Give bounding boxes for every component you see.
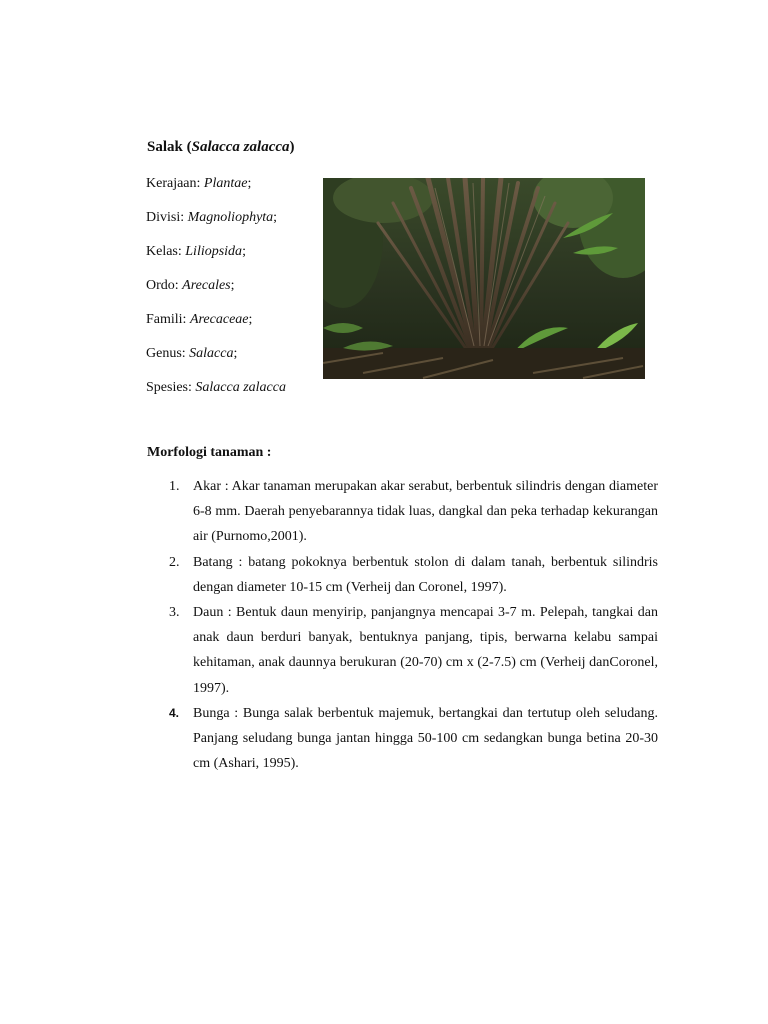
morphology-text: Batang : batang pokoknya berbentuk stolon di dalam tanah, berbentuk silindris dengan diameter 10-15 cm (Verheij dan Coronel, 1997).	[193, 554, 658, 595]
taxonomy-suffix: ;	[230, 278, 235, 293]
taxonomy-value: Liliopsida	[185, 244, 243, 259]
taxonomy-value: Arecaceae	[189, 312, 249, 327]
morphology-text: Daun : Bentuk daun menyirip, panjangnya mencapai 3-7 m. Pelepah, tangkai dan anak daun berduri banyak, bentuknya panjang, tipis, berwarna kelabu sampai kehitaman, anak daunnya berukuran (20-70) cm x (2-7.5) cm (Verheij danCoronel, 1997).	[193, 605, 658, 696]
morphology-item-leaf	[147, 600, 658, 701]
title-suffix: )	[289, 139, 295, 155]
taxonomy-value: Magnoliophyta	[187, 210, 274, 225]
taxonomy-suffix: ;	[273, 210, 278, 225]
morphology-text: Bunga : Bunga salak berbentuk majemuk, bertangkai dan tertutup oleh seludang. Panjang seludang bunga jantan hingga 50-100 cm sedangkan bunga betina 20-30 cm (Ashari, 1995).	[193, 705, 658, 772]
taxonomy-row-class	[146, 242, 286, 276]
taxonomy-suffix: ;	[247, 176, 252, 191]
title-scientific-name: Salacca zalacca	[191, 139, 290, 155]
taxonomy-suffix: ;	[233, 346, 238, 361]
salak-plant-photo	[323, 178, 645, 379]
taxonomy-row-division	[146, 208, 286, 242]
morphology-heading: Morfologi tanaman :	[147, 445, 272, 460]
taxonomy-row-species	[146, 378, 286, 412]
taxonomy-label: Spesies:	[146, 380, 196, 395]
taxonomy-row-family	[146, 310, 286, 344]
taxonomy-suffix: ;	[242, 244, 246, 259]
list-number: 4.	[169, 705, 180, 720]
taxonomy-value: Arecales	[182, 278, 231, 293]
morphology-item-flower	[147, 701, 658, 777]
taxonomy-label: Famili:	[146, 312, 190, 327]
taxonomy-suffix: ;	[248, 312, 253, 327]
list-number: 1.	[169, 479, 180, 494]
morphology-text: Akar : Akar tanaman merupakan akar serabut, berbentuk silindris dengan diameter 6-8 mm. Daerah penyebarannya tidak luas, dangkal dan peka terhadap kekurangan air (Purnomo,2001).	[193, 479, 658, 545]
taxonomy-label: Genus:	[146, 346, 190, 361]
morphology-list	[147, 474, 658, 776]
document-title	[147, 137, 295, 157]
taxonomy-label: Ordo:	[146, 278, 183, 293]
taxonomy-row-order	[146, 276, 286, 310]
taxonomy-label: Kerajaan:	[146, 176, 204, 191]
taxonomy-label: Divisi:	[146, 210, 188, 225]
plant-illustration	[323, 178, 645, 379]
taxonomy-list	[146, 174, 286, 412]
taxonomy-value: Salacca	[189, 346, 234, 361]
taxonomy-label: Kelas:	[146, 244, 186, 259]
title-prefix: Salak (	[147, 139, 192, 155]
list-number: 3.	[169, 605, 180, 621]
list-number: 2.	[169, 554, 180, 570]
morphology-item-root	[147, 474, 658, 550]
morphology-item-stem	[147, 550, 658, 600]
taxonomy-value: Salacca zalacca	[195, 380, 286, 395]
taxonomy-row-genus	[146, 344, 286, 378]
taxonomy-value: Plantae	[203, 176, 248, 191]
taxonomy-row-kingdom	[146, 174, 286, 208]
